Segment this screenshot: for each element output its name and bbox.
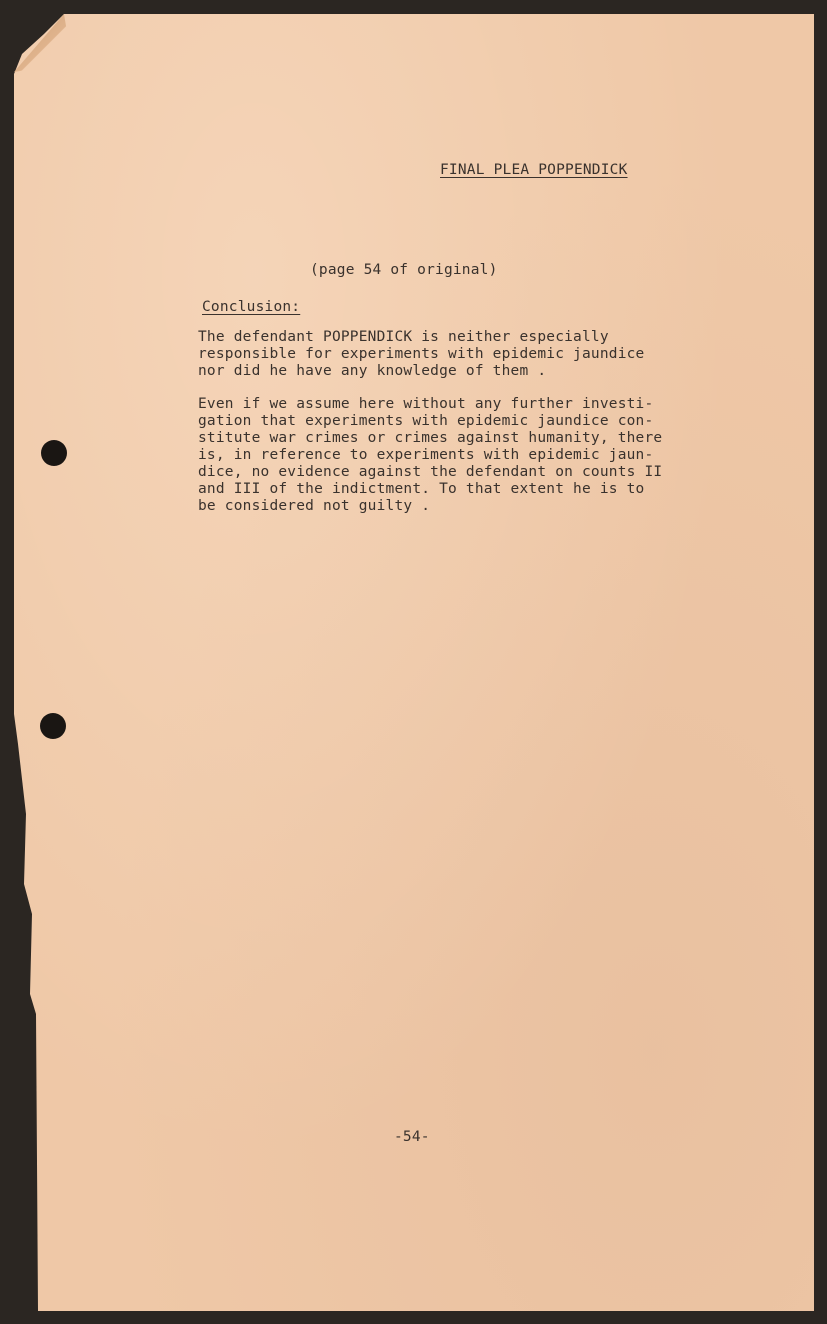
section-heading: Conclusion: xyxy=(202,299,301,315)
page-reference: (page 54 of original) xyxy=(310,262,498,278)
page-number: -54- xyxy=(394,1129,430,1145)
paper-sheet xyxy=(14,14,814,1311)
punch-hole-top xyxy=(41,440,67,466)
paragraph-2: Even if we assume here without any further investi- gation that experiments with epidemic jaundice con- stitute war crimes or crimes against humanity, there is, in reference to experiments with epidemic jaun- dice, no evidence against the defendant on counts II and III of the indictment. To that extent he is to be considered not guilty . xyxy=(198,396,663,514)
paragraph-1: The defendant POPPENDICK is neither especially responsible for experiments with epidemic jaundice nor did he have any knowledge of them . xyxy=(198,329,645,379)
folded-corner xyxy=(14,14,72,72)
document-title: FINAL PLEA POPPENDICK xyxy=(440,162,628,178)
punch-hole-bottom xyxy=(40,713,66,739)
